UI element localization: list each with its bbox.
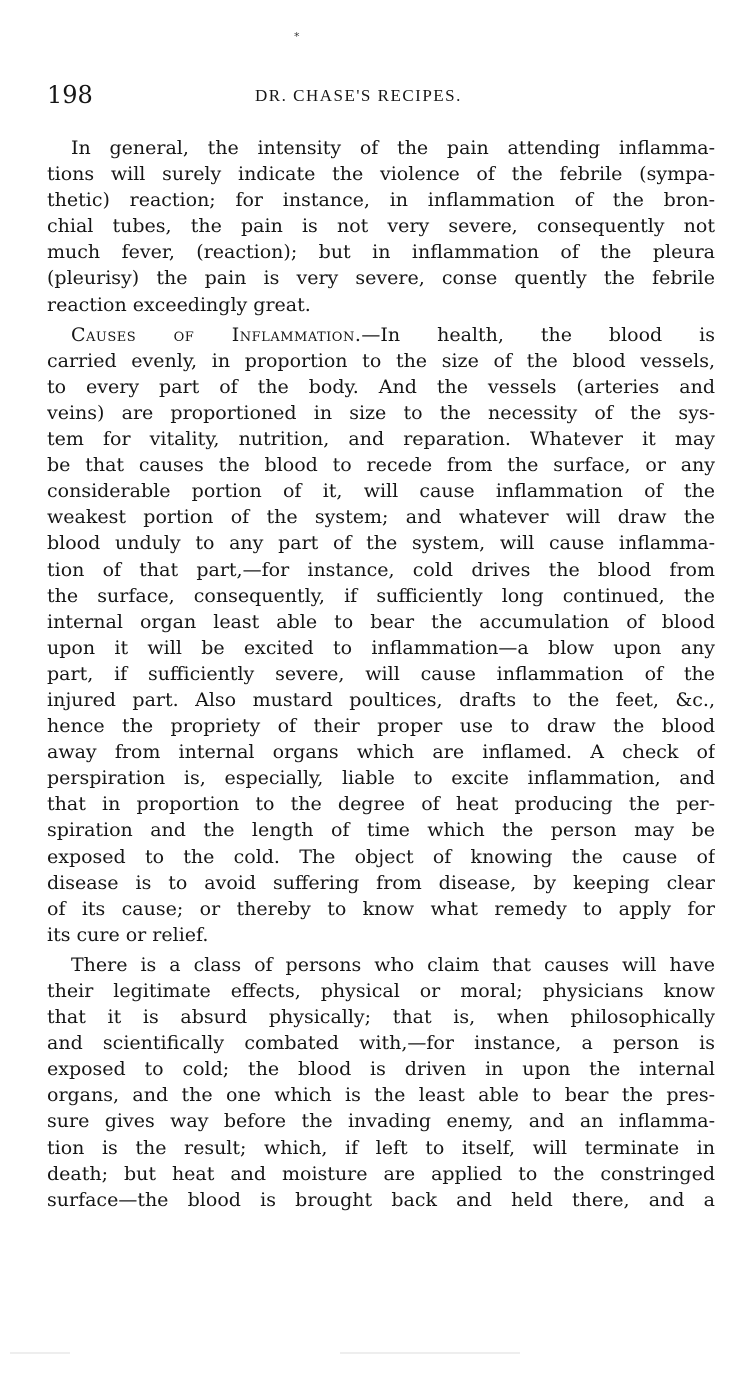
text-line: sure gives way before the invading enemy, and an inflamma- bbox=[47, 1110, 715, 1133]
text-line: surface—the blood is brought back and held there, and a bbox=[47, 1188, 715, 1211]
text-line: the surface, consequently, if sufficiently long continued, the bbox=[47, 584, 715, 607]
text-line: exposed to the cold. The object of knowing the cause of bbox=[47, 845, 715, 868]
text-line: be that causes the blood to recede from the surface, or any bbox=[47, 454, 715, 477]
text-line: injured part. Also mustard poultices, drafts to the feet, &c., bbox=[47, 688, 715, 711]
body-text bbox=[47, 135, 715, 1213]
paragraph bbox=[47, 135, 715, 318]
paragraph bbox=[47, 952, 715, 1213]
text-line: to every part of the body. And the vessels (arteries and bbox=[47, 375, 715, 398]
text-line: tem for vitality, nutrition, and reparation. Whatever it may bbox=[47, 428, 715, 451]
text-line: of its cause; or thereby to know what remedy to apply for bbox=[47, 897, 715, 920]
text-line: hence the propriety of their proper use to draw the blood bbox=[47, 715, 715, 738]
section-heading: Causes of Inflammation. bbox=[71, 323, 362, 346]
text-line: tion of that part,—for instance, cold drives the blood from bbox=[47, 558, 715, 581]
text-line: disease is to avoid suffering from disease, by keeping clear bbox=[47, 871, 715, 894]
text-line: that in proportion to the degree of heat producing the per- bbox=[47, 793, 715, 816]
page-header bbox=[47, 80, 715, 116]
scan-speckle bbox=[10, 1352, 70, 1354]
text-line: its cure or relief. bbox=[47, 923, 209, 946]
text-line: There is a class of persons who claim that causes will have bbox=[71, 953, 715, 976]
text-line: chial tubes, the pain is not very severe, consequently not bbox=[47, 215, 715, 238]
text-line: considerable portion of it, will cause inflammation of the bbox=[47, 480, 715, 503]
paragraph bbox=[47, 322, 715, 948]
text-line: veins) are proportioned in size to the necessity of the sys- bbox=[47, 401, 715, 424]
text-line: upon it will be excited to inflammation—a blow upon any bbox=[47, 636, 715, 659]
text-line: perspiration is, especially, liable to excite inflammation, and bbox=[47, 767, 715, 790]
text-line: away from internal organs which are inflamed. A check of bbox=[47, 741, 715, 764]
text-line: reaction exceedingly great. bbox=[47, 293, 311, 316]
text-line: death; but heat and moisture are applied to the constringed bbox=[47, 1162, 715, 1185]
text-line: much fever, (reaction); but in inflammation of the pleura bbox=[47, 241, 715, 264]
text-line: In general, the intensity of the pain attending inflamma- bbox=[71, 137, 715, 159]
text-line: exposed to cold; the blood is driven in upon the internal bbox=[47, 1058, 715, 1081]
text-line: weakest portion of the system; and whatever will draw the bbox=[47, 506, 715, 529]
text-line: carried evenly, in proportion to the size of the blood vessels, bbox=[47, 349, 715, 372]
text-line: tions will surely indicate the violence of the febrile (sympa- bbox=[47, 163, 715, 186]
text-line: blood unduly to any part of the system, will cause inflamma- bbox=[47, 532, 715, 555]
text-line: part, if sufficiently severe, will cause inflammation of the bbox=[47, 662, 715, 685]
text-line: thetic) reaction; for instance, in inflammation of the bron- bbox=[47, 189, 715, 212]
text-line: internal organ least able to bear the accumulation of blood bbox=[47, 610, 715, 633]
text-line: that it is absurd physically; that is, when philosophically bbox=[47, 1006, 715, 1029]
text-line bbox=[47, 322, 715, 348]
scan-speckle bbox=[340, 1352, 520, 1354]
text-line: organs, and the one which is the least able to bear the pres- bbox=[47, 1084, 715, 1107]
text-line: their legitimate effects, physical or moral; physicians know bbox=[47, 980, 715, 1002]
text-line: tion is the result; which, if left to itself, will terminate in bbox=[47, 1136, 715, 1159]
text-line: spiration and the length of time which the person may be bbox=[47, 819, 715, 842]
text-line: and scientifically combated with,—for instance, a person is bbox=[47, 1032, 715, 1055]
print-mark: * bbox=[294, 30, 300, 43]
text-fragment: —In health, the blood is bbox=[361, 323, 715, 346]
running-title: DR. CHASE'S RECIPES. bbox=[255, 86, 462, 105]
page-number: 198 bbox=[47, 81, 93, 109]
text-line: (pleurisy) the pain is very severe, conse quently the febrile bbox=[47, 267, 715, 290]
